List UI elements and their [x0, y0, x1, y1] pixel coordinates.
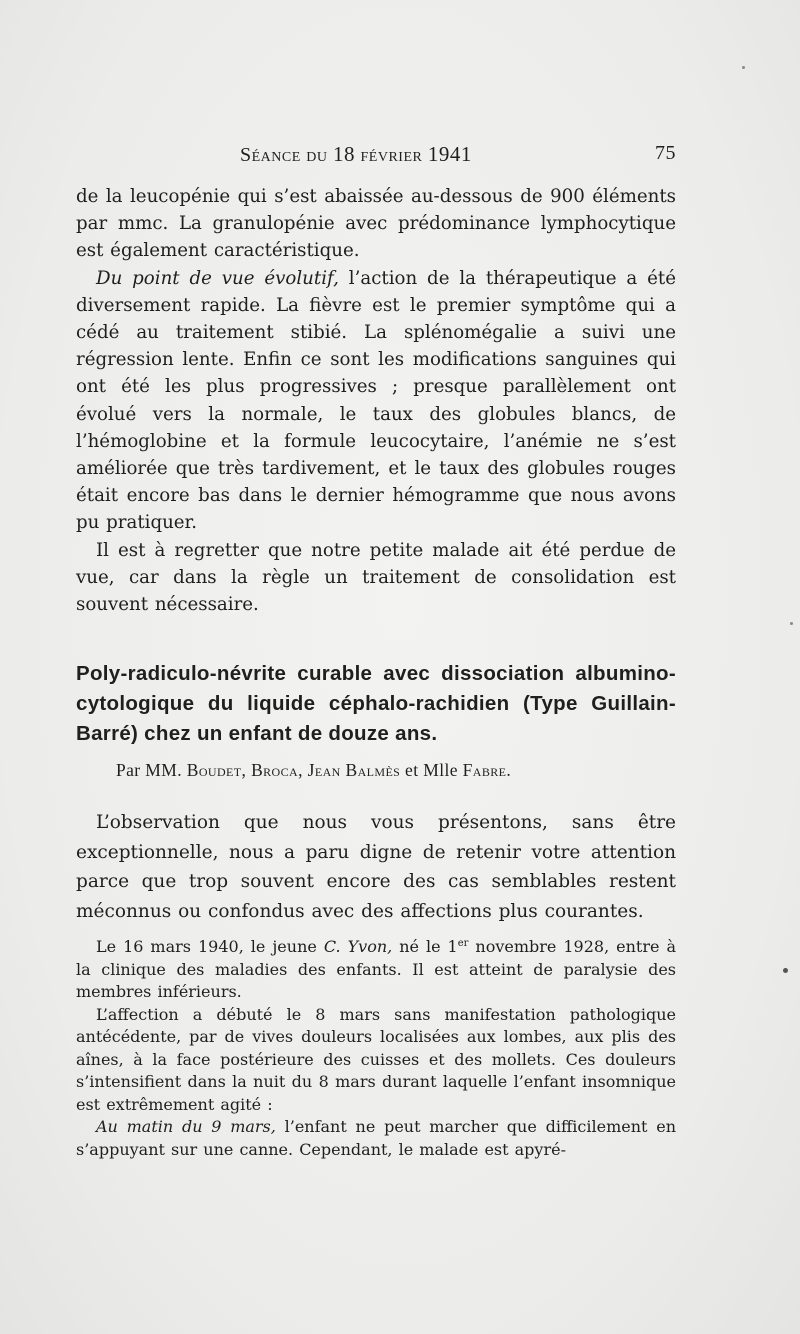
authors-sep: , [298, 760, 308, 780]
case-morning-lead: Au matin du 9 mars, [96, 1117, 276, 1136]
page-number: 75 [655, 142, 676, 164]
paper-speck [742, 66, 745, 69]
running-title-day: 18 [333, 142, 356, 166]
evolution-text: l’action de la thérapeutique a été diversement rapide. La fièvre est le premier symptôme qui a cédé au traitement stibié. La splénomégalie a suivi une régression lente. Enfin ce sont les modifications sanguines qui ont été les plus progressives ; presque parallèlement ont évolué vers la normale, le taux des globules blancs, de l’hémoglobine et la formule leucocytaire, l’anémie ne s’est améliorée que très tardivement, et le taux des globules rouges était encore bas dans le dernier hémogramme que nous avons pu pratiquer. [76, 267, 676, 534]
evolution-lead: Du point de vue évolutif, [96, 267, 339, 289]
article-authors [116, 760, 511, 781]
paper-speck [790, 622, 793, 625]
paper-speck [783, 968, 788, 973]
book-page [76, 0, 676, 1334]
case-admission-c: novembre 1928, entre à la clinique des maladies des enfants. Il est atteint de paralysie des membres inférieurs. [76, 937, 677, 1001]
author-broca: Broca [251, 760, 299, 780]
author-boudet: Boudet [186, 760, 242, 780]
running-title [240, 142, 472, 167]
paragraph-regret: Il est à regretter que notre petite malade ait été perdue de vue, car dans la règle un traitement de consolidation est souvent nécessaire. [76, 539, 676, 616]
paragraph-evolution [76, 265, 676, 537]
case-report [76, 936, 676, 1161]
authors-sep: et Mlle [400, 760, 463, 780]
case-morning [76, 1116, 676, 1161]
article-title: Poly-radiculo-névrite curable avec dissociation albumino-cytologique du liquide céphalo-rachidien (Type Guillain-Barré) chez un enfant de douze ans. [76, 662, 676, 745]
patient-name: C. Yvon, [323, 937, 393, 956]
continuation-text [76, 183, 676, 618]
author-fabre: Fabre [462, 760, 507, 780]
article-intro: L’observation que nous vous présentons, sans être exceptionnelle, nous a paru digne de retenir votre attention parce que trop souvent encore des cas semblables restent méconnus ou confondus avec des affections plus courantes. [76, 812, 676, 922]
running-title-month: février [355, 144, 428, 166]
author-balmes: Jean Balmès [307, 760, 401, 780]
running-title-prefix: Séance du [240, 144, 334, 166]
case-admission [76, 936, 676, 1004]
authors-sep: , [241, 760, 252, 780]
case-admission-a: Le 16 mars 1940, le jeune [96, 937, 324, 956]
authors-prefix: Par MM. [116, 760, 187, 780]
ordinal-sup: er [457, 938, 469, 949]
case-onset: L’affection a débuté le 8 mars sans manifestation pathologique antécédente, par de vives douleurs localisées aux lombes, aux plis des aînes, à la face postérieure des cuisses et des mollets. Ces douleurs s’intensifient dans la nuit du 8 mars durant laquelle l’enfant insomnique est extrêmement agité : [76, 1004, 676, 1114]
case-admission-b: né le 1 [392, 937, 458, 956]
authors-end: . [506, 760, 512, 780]
running-title-year: 1941 [427, 142, 472, 166]
running-head [76, 142, 676, 172]
case-morning-text: l’enfant ne peut marcher que difficilement en s’appuyant sur une canne. Cependant, le malade est apyré- [76, 1117, 676, 1159]
paragraph-leucopenie: de la leucopénie qui s’est abaissée au-dessous de 900 éléments par mmc. La granulopénie avec prédominance lymphocytique est également caractéristique. [76, 186, 676, 262]
